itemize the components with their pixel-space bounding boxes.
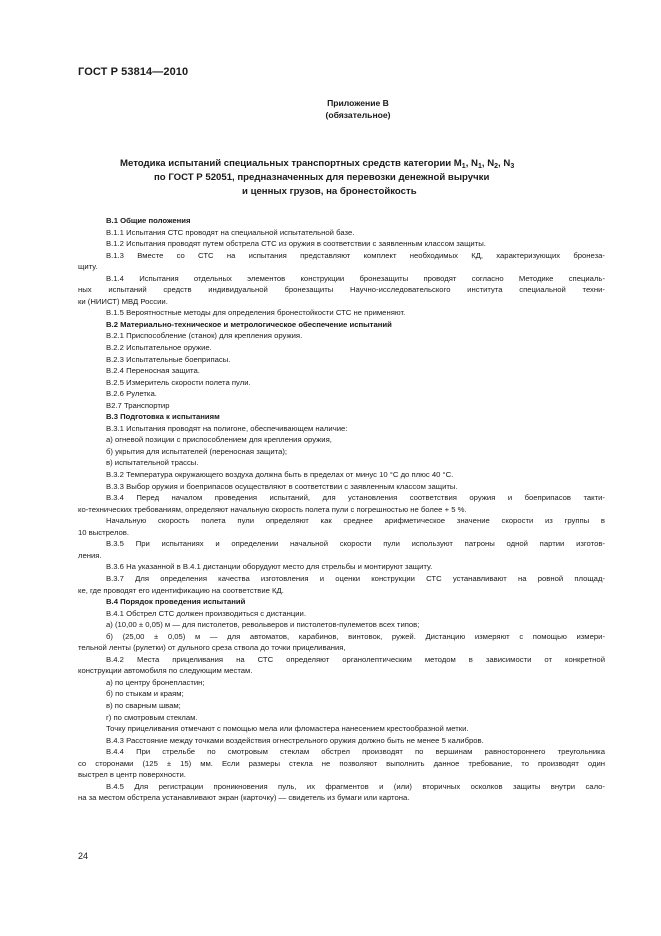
list-item: а) огневой позиции с приспособлением для крепления оружия, [106, 435, 332, 445]
paragraph-line: тельной ленты (рулетки) от дульного среза ствола до точки прицеливания, [78, 643, 346, 653]
paragraph-line: В.1.5 Вероятностные методы для определения бронестойкости СТС не применяют. [106, 308, 406, 318]
paragraph-line: ки (НИИСТ) МВД России. [78, 296, 168, 306]
list-item: г) по смотровым стеклам. [106, 712, 198, 722]
paragraph-line: ке, где проводят его идентификацию на соответствие КД. [78, 585, 284, 595]
paragraph-line: 10 выстрелов. [78, 527, 130, 537]
list-item: а) (10,00 ± 0,05) м — для пистолетов, револьверов и пистолетов-пулеметов всех типов; [106, 620, 420, 630]
paragraph-line: ко-технических требованиям, определяют начальную скорость полета пули с погрешностью не более + 5 %. [78, 504, 467, 514]
paragraph-line: В.4.4 При стрельбе по смотровым стеклам обстрел производят по вершинам равностороннего треугольника [106, 747, 605, 757]
appendix-status: (обязательное) [325, 110, 391, 120]
paragraph-line: Начальную скорость полета пули определяют как среднее арифметическое значение скорости из группы в [106, 516, 605, 526]
paragraph-line: В.3.6 На указанной в В.4.1 дистанции оборудуют место для стрельбы и монтируют защиту. [106, 562, 433, 572]
paragraph-line: со сторонами (125 ± 15) мм. Если размеры стекла не позволяют выполнить данное требование, то производят один [78, 758, 605, 768]
paragraph-line: ных испытаний средств индивидуальной бронезащиты Научно-исследовательского института специальной техни- [78, 285, 605, 295]
paragraph-line: на за местом обстрела устанавливают экран (карточку) — свидетель из бумаги или картона. [78, 793, 410, 803]
list-item: в) по сварным швам; [106, 700, 181, 710]
paragraph-line: ления. [78, 550, 102, 560]
title-line-1: Методика испытаний специальных транспортных средств категории $M_1$, $N_1$, $N_2$, $N_3$ [120, 158, 515, 170]
paragraph-line: В.4.1 Обстрел СТС должен производиться с дистанции. [106, 608, 306, 618]
title-line-3: и ценных грузов, на бронестойкость [242, 186, 417, 197]
appendix-heading [300, 97, 416, 121]
paragraph-line: В.2.5 Измеритель скорости полета пули. [106, 377, 251, 387]
paragraph-line: В.1.1 Испытания СТС проводят на специальной испытательной базе. [106, 227, 355, 237]
paragraph-line: выстрел в центр поверхности. [78, 770, 186, 780]
list-item: б) укрытия для испытателей (переносная защита); [106, 446, 288, 456]
paragraph-line: В.3.2 Температура окружающего воздуха должна быть в пределах от минус 10 °С до плюс 40 °С. [106, 470, 454, 480]
paragraph-line: В.1.3 Вместе со СТС на испытания представляют комплект необходимых КД, характеризующих бронеза- [106, 250, 605, 260]
paragraph-line: В.3.4 Перед началом проведения испытаний, для установления соответствия оружия и боеприпасов такти- [106, 493, 605, 503]
paragraph-line: Точку прицеливания отмечают с помощью мела или фломастера нанесением крестообразной метки. [106, 724, 469, 734]
paragraph-line: В.1.4 Испытания отдельных элементов конструкции бронезащиты проводят согласно Методике специаль- [106, 273, 605, 283]
standard-header: ГОСТ Р 53814—2010 [78, 66, 189, 78]
paragraph-line: В.1.2 Испытания проводят путем обстрела СТС из оружия в соответствии с заявленным классом защиты. [106, 239, 486, 249]
paragraph-line: В.2.4 Переносная защита. [106, 366, 200, 376]
paragraph-line: щиту. [78, 262, 98, 272]
list-item: а) по центру бронепластин; [106, 677, 205, 687]
paragraph-line: В.3.1 Испытания проводят на полигоне, обеспечивающем наличие: [106, 423, 348, 433]
page-number: 24 [78, 851, 89, 861]
list-item: б) (25,00 ± 0,05) м — для автоматов, карабинов, винтовок, ружей. Дистанцию измеряют с помощью измери- [106, 631, 605, 641]
paragraph-line: В.4.2 Места прицеливания на СТС определяют органолептическим методом в зависимости от конкретной [106, 654, 605, 664]
title-line-2: по ГОСТ Р 52051, предназначенных для перевозки денежной выручки [154, 172, 490, 183]
section-heading: В.2 Материально-техническое и метрологическое обеспечение испытаний [106, 319, 392, 329]
paragraph-line: В.3.7 Для определения качества изготовления и оценки конструкции СТС устанавливают на ровной площад- [106, 573, 605, 583]
paragraph-line: В.3.3 Выбор оружия и боеприпасов осуществляют в соответствии с заявленным классом защиты. [106, 481, 458, 491]
paragraph-line: В.2.3 Испытательные боеприпасы. [106, 354, 231, 364]
paragraph-line: В2.7 Транспортир [106, 400, 170, 410]
paragraph-line: В.4.5 Для регистрации проникновения пуль, их фрагментов и (или) вторичных осколков защиты внутри сало- [106, 781, 605, 791]
paragraph-line: В.2.2 Испытательное оружие. [106, 343, 212, 353]
paragraph-line: В.4.3 Расстояние между точками воздействия огнестрельного оружия должно быть не менее 5 калибров. [106, 735, 484, 745]
document-body [78, 215, 605, 804]
section-heading: В.3 Подготовка к испытаниям [106, 412, 220, 422]
section-heading: В.1 Общие положения [106, 216, 191, 225]
paragraph-line: конструкции автомобиля по следующим местам. [78, 666, 253, 676]
appendix-label: Приложение В [327, 98, 389, 108]
list-item: в) испытательной трассы. [106, 458, 199, 468]
paragraph-line: В.3.5 При испытаниях и определении начальной скорости пули используют патроны одной партии изготов- [106, 539, 605, 549]
list-item: б) по стыкам и краям; [106, 689, 184, 699]
paragraph-line: В.2.1 Приспособление (станок) для крепления оружия. [106, 331, 303, 341]
document-title [78, 157, 658, 199]
paragraph-line: В.2.6 Рулетка. [106, 389, 157, 399]
section-heading: В.4 Порядок проведения испытаний [106, 597, 246, 607]
